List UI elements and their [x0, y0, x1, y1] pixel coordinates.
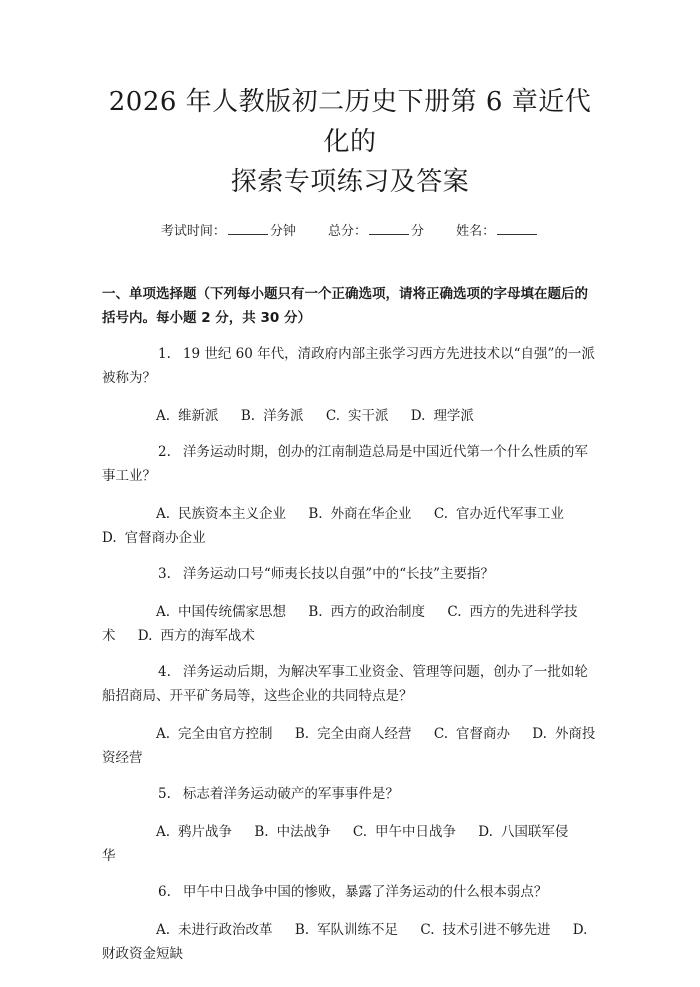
option-text: 鸦片战争 [178, 824, 233, 840]
option-letter: A. [156, 506, 171, 522]
name-blank[interactable] [497, 222, 537, 235]
time-blank[interactable] [228, 222, 268, 235]
answer-option[interactable] [434, 506, 564, 522]
option-list [102, 600, 598, 648]
option-text: 财政资金短缺 [102, 946, 183, 962]
answer-option[interactable] [308, 604, 425, 620]
question-text: 洋务运动口号“师夷长技以自强”中的“长技”主要指？ [182, 566, 494, 582]
answer-option[interactable] [156, 824, 232, 840]
option-letter: C. [325, 408, 340, 424]
answer-option[interactable] [295, 726, 412, 742]
time-field: 考试时间： 分钟 [160, 224, 296, 239]
answer-option[interactable] [156, 726, 273, 742]
option-letter: A. [156, 408, 171, 424]
option-list [102, 404, 598, 428]
option-text: 八国联军侵华 [102, 824, 569, 864]
option-text: 未进行政治改革 [178, 922, 273, 938]
option-text: 实干派 [348, 408, 389, 424]
exam-page [0, 82, 700, 987]
option-text: 理学派 [433, 408, 474, 424]
option-text: 官督商办企业 [124, 530, 206, 546]
answer-option[interactable] [156, 506, 286, 522]
question-stem [102, 660, 598, 708]
option-letter: C. [433, 726, 448, 742]
option-text: 中国传统儒家思想 [178, 604, 287, 620]
option-text: 中法战争 [276, 824, 331, 840]
option-letter: D. [410, 408, 426, 424]
option-text: 甲午中日战争 [375, 824, 456, 840]
question-number: 4. [158, 664, 171, 680]
option-letter: B. [308, 506, 323, 522]
option-letter: B. [294, 726, 310, 742]
answer-option[interactable] [434, 726, 510, 742]
answer-option[interactable] [241, 408, 304, 424]
answer-option[interactable] [326, 408, 389, 424]
question-number: 6. [158, 884, 171, 900]
option-letter: B. [240, 408, 256, 424]
option-text: 官督商办 [456, 726, 510, 742]
option-letter: B. [294, 922, 310, 938]
name-field: 姓名： [456, 222, 539, 242]
option-text: 西方的海军战术 [160, 628, 255, 644]
option-letter: C. [433, 506, 448, 522]
question-stem [102, 342, 598, 390]
answer-option[interactable] [156, 408, 219, 424]
question-item [102, 440, 598, 550]
option-letter: B. [254, 824, 269, 840]
option-text: 西方的政治制度 [330, 604, 426, 620]
answer-option[interactable] [156, 604, 286, 620]
title-line-1: 2026 年人教版初二历史下册第 6 章近代化的 [108, 87, 592, 157]
option-letter: A. [156, 726, 171, 742]
answer-option[interactable] [102, 530, 206, 546]
question-item [102, 562, 598, 648]
question-number: 1. [158, 346, 171, 362]
question-stem [102, 440, 598, 488]
option-letter: C. [420, 922, 435, 938]
answer-option[interactable] [308, 506, 411, 522]
exam-meta [102, 222, 598, 242]
option-list [102, 918, 598, 966]
question-text: 标志着洋务运动破产的军事事件是？ [182, 786, 399, 802]
question-text: 洋务运动后期，为解决军事工业资金、管理等问题，创办了一批如轮船招商局、开平矿务局等，这些企业的共同特点是？ [102, 664, 588, 704]
option-text: 技术引进不够先进 [442, 922, 551, 938]
option-text: 完全由官方控制 [178, 726, 273, 742]
option-list [102, 820, 598, 868]
answer-option[interactable] [156, 922, 273, 938]
option-letter: D. [532, 726, 547, 742]
option-letter: D. [102, 530, 117, 546]
option-text: 西方的先进科学技术 [102, 604, 578, 644]
answer-option[interactable] [420, 922, 550, 938]
option-text: 外商在华企业 [330, 506, 412, 522]
option-text: 完全由商人经营 [317, 726, 412, 742]
option-letter: C. [447, 604, 462, 620]
score-blank[interactable] [369, 222, 409, 235]
option-letter: A. [156, 824, 171, 840]
title-line-2: 探索专项练习及答案 [230, 167, 470, 197]
question-stem [102, 782, 598, 806]
option-text: 维新派 [178, 408, 219, 424]
question-item [102, 342, 598, 428]
page-title [102, 82, 598, 202]
answer-option[interactable] [254, 824, 330, 840]
option-list [102, 502, 598, 550]
option-letter: A. [156, 604, 171, 620]
answer-option[interactable] [295, 922, 398, 938]
question-stem [102, 562, 598, 586]
question-text: 甲午中日战争中国的惨败，暴露了洋务运动的什么根本弱点？ [182, 884, 548, 900]
option-letter: C. [352, 824, 367, 840]
option-text: 外商投资经营 [102, 726, 596, 766]
question-list [102, 342, 598, 966]
option-letter: D. [137, 628, 153, 644]
question-number: 3. [158, 566, 171, 582]
score-field: 总分： 分 [327, 224, 425, 239]
question-item [102, 880, 598, 966]
option-text: 军队训练不足 [317, 922, 399, 938]
section-heading: 一、单项选择题（下列每小题只有一个正确选项，请将正确选项的字母填在题后的括号内。每小题 2 分，共 30 分） [102, 286, 588, 326]
option-text: 洋务派 [263, 408, 304, 424]
option-text: 民族资本主义企业 [178, 506, 287, 522]
option-text: 官办近代军事工业 [456, 506, 564, 522]
option-list [102, 722, 598, 770]
question-text: 洋务运动时期，创办的江南制造总局是中国近代第一个什么性质的军事工业？ [102, 444, 588, 484]
answer-option[interactable] [411, 408, 474, 424]
question-number: 5. [158, 786, 171, 802]
question-item [102, 660, 598, 770]
option-letter: A. [156, 922, 171, 938]
option-letter: D. [572, 922, 588, 938]
question-item [102, 782, 598, 868]
question-stem [102, 880, 598, 904]
option-letter: B. [308, 604, 323, 620]
answer-option[interactable] [138, 628, 255, 644]
question-number: 2. [158, 444, 171, 460]
question-text: 19 世纪 60 年代，清政府内部主张学习西方先进技术以“自强”的一派被称为？ [102, 346, 595, 386]
answer-option[interactable] [353, 824, 456, 840]
option-letter: D. [478, 824, 493, 840]
